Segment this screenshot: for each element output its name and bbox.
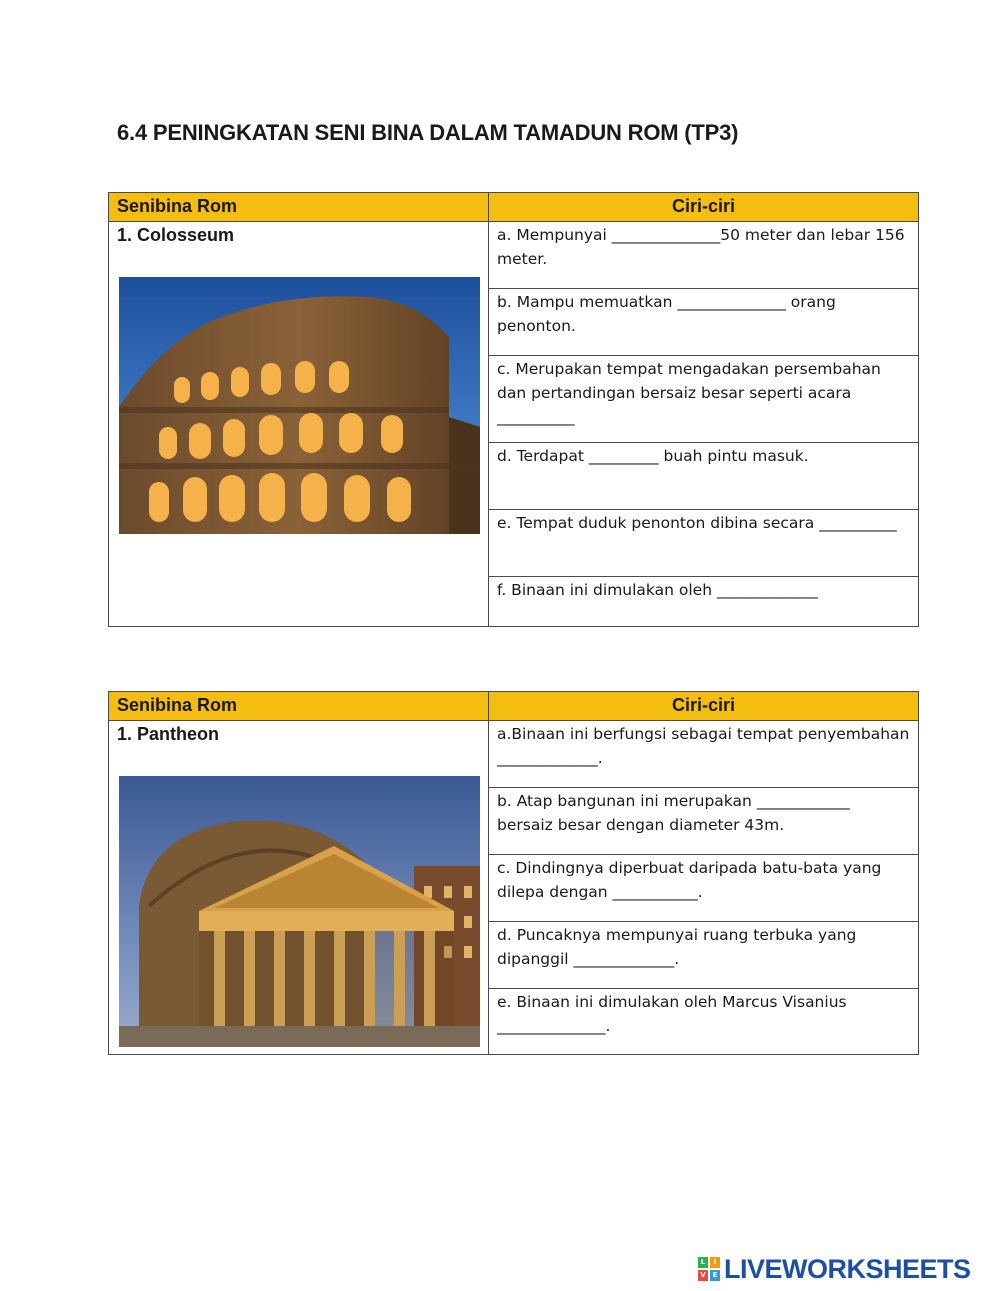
pantheon-photo <box>119 776 480 1047</box>
architecture-cell <box>109 721 489 1055</box>
page-title: 6.4 PENINGKATAN SENI BINA DALAM TAMADUN ROM (TP3) <box>117 120 739 145</box>
liveworksheets-logo[interactable] <box>698 1254 971 1284</box>
question-a: a.Binaan ini berfungsi sebagai tempat penyembahan _____________. <box>489 721 919 788</box>
colosseum-table <box>108 192 919 627</box>
question-d: d. Terdapat _________ buah pintu masuk. <box>489 443 919 510</box>
question-b: b. Atap bangunan ini merupakan ____________ bersaiz besar dengan diameter 43m. <box>489 788 919 855</box>
logo-text: LIVEWORKSHEETS <box>724 1253 971 1284</box>
colosseum-photo <box>119 277 480 534</box>
header-senibina: Senibina Rom <box>109 193 489 222</box>
architecture-name: 1. Pantheon <box>117 724 220 744</box>
architecture-name: 1. Colosseum <box>117 225 235 245</box>
question-a: a. Mempunyai ______________50 meter dan lebar 156 meter. <box>489 222 919 289</box>
question-c: c. Merupakan tempat mengadakan persembahan dan pertandingan bersaiz besar seperti acara __________ <box>489 356 919 443</box>
question-f: f. Binaan ini dimulakan oleh _____________ <box>489 577 919 627</box>
pantheon-table <box>108 691 919 1055</box>
header-ciri: Ciri-ciri <box>489 193 919 222</box>
header-senibina: Senibina Rom <box>109 692 489 721</box>
question-d: d. Puncaknya mempunyai ruang terbuka yang dipanggil _____________. <box>489 922 919 989</box>
question-e: e. Binaan ini dimulakan oleh Marcus Visanius ______________. <box>489 989 919 1055</box>
question-c: c. Dindingnya diperbuat daripada batu-bata yang dilepa dengan ___________. <box>489 855 919 922</box>
question-e: e. Tempat duduk penonton dibina secara __________ <box>489 510 919 577</box>
architecture-cell <box>109 222 489 627</box>
liveworksheets-logo-icon: L I V E <box>698 1257 720 1281</box>
question-b: b. Mampu memuatkan ______________ orang penonton. <box>489 289 919 356</box>
header-ciri: Ciri-ciri <box>489 692 919 721</box>
